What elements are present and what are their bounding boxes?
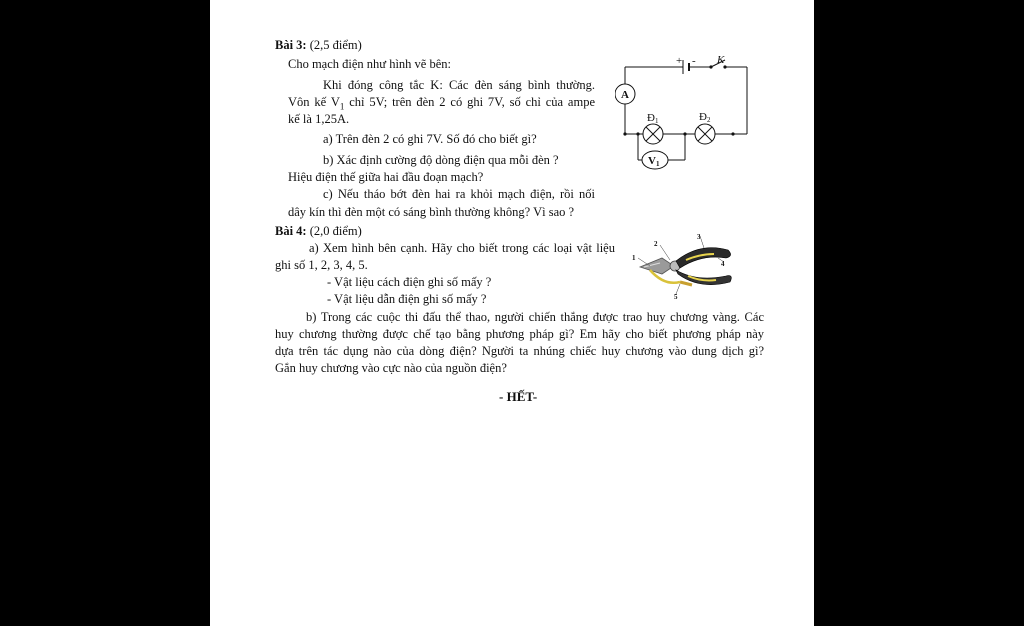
bai4-question-b-cont: Gắn huy chương vào cực nào của nguồn điện? — [275, 361, 507, 375]
lamp-1-label: Đ1 — [647, 112, 659, 125]
bai4-question-b-cont: dựa trên tác dụng nào của dòng điện? Người ta nhúng chiếc huy chương vào dung dịch gì? — [275, 344, 764, 358]
battery-plus-label: + — [676, 55, 683, 67]
switch-label: K — [717, 54, 725, 66]
pliers-label-2: 2 — [654, 240, 658, 248]
bai3-intro: Cho mạch điện như hình vẽ bên: — [288, 57, 451, 71]
circuit-diagram — [615, 50, 765, 178]
pliers-label-4: 4 — [721, 260, 725, 268]
pliers-label-5: 5 — [674, 293, 678, 301]
pliers-label-1: 1 — [632, 254, 636, 262]
bai4-heading: Bài 4: (2,0 điểm) — [275, 224, 362, 238]
bai3-question-c-cont: dây kín thì đèn một có sáng bình thường không? Vì sao ? — [288, 205, 575, 219]
bai3-question-b-cont: Hiệu điện thế giữa hai đầu đoạn mạch? — [288, 170, 484, 184]
voltmeter-label: V1 — [648, 155, 660, 168]
bai4-insulator-question: - Vật liệu cách điện ghi số mấy ? — [327, 275, 492, 289]
end-marker: - HẾT- — [499, 389, 538, 404]
pliers-image — [630, 230, 740, 302]
bai3-question-c: c) Nếu tháo bớt đèn hai ra khỏi mạch điện, rồi nối — [323, 187, 595, 201]
bai3-question-a: a) Trên đèn 2 có ghi 7V. Số đó cho biết gì? — [323, 132, 537, 146]
bai4-question-b: b) Trong các cuộc thi đấu thể thao, người chiến thắng được trao huy chương vàng. Các — [306, 310, 764, 324]
bai3-heading: Bài 3: (2,5 điểm) — [275, 38, 362, 52]
ammeter-label: A — [621, 89, 629, 101]
bai4-conductor-question: - Vật liệu dẫn điện ghi số mấy ? — [327, 292, 487, 306]
lamp-2-label: Đ2 — [699, 111, 711, 124]
exam-page — [210, 0, 814, 626]
bai3-question-b: b) Xác định cường độ dòng điện qua mỗi đèn ? — [323, 153, 559, 167]
battery-minus-label: - — [692, 55, 696, 67]
bai3-para-line: Khi đóng công tắc K: Các đèn sáng bình thường. — [323, 78, 595, 92]
bai4-question-a: a) Xem hình bên cạnh. Hãy cho biết trong các loại vật liệu — [309, 241, 615, 255]
bai3-para-line: kế là 1,25A. — [288, 112, 350, 126]
pliers-label-3: 3 — [697, 233, 701, 241]
bai4-question-b-cont: huy chương thường được chế tạo bằng phương pháp gì? Em hãy cho biết phương pháp này — [275, 327, 764, 341]
bai4-question-a-cont: ghi số 1, 2, 3, 4, 5. — [275, 258, 368, 272]
pliers-jaw — [640, 258, 674, 274]
bai3-para-line: Vôn kế $V_1$ chỉ 5V; trên đèn 2 có ghi 7V, số chỉ của ampe — [288, 95, 595, 112]
